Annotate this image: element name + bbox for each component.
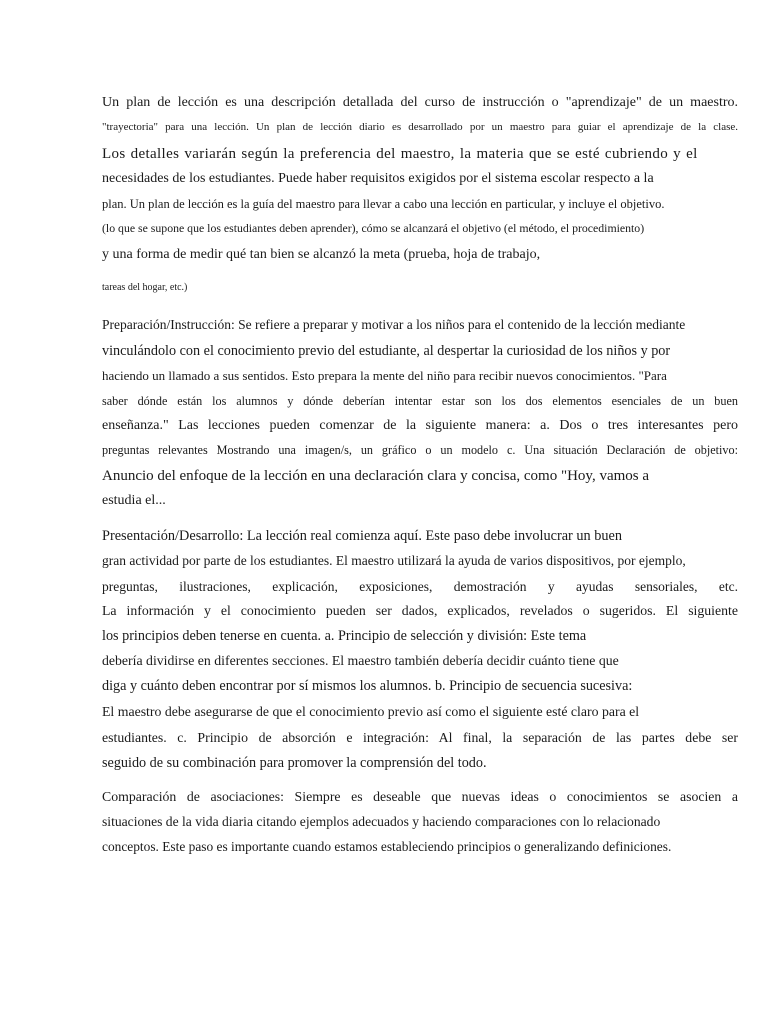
text-line: necesidades de los estudiantes. Puede haber requisitos exigidos por el sistema escolar respecto a la [102,171,654,186]
text-line: estudia el... [102,493,166,508]
text-line: saber dónde están los alumnos y dónde deberían intentar estar son los dos elementos esenciales de un buen [102,394,738,408]
text-line: vinculándolo con el conocimiento previo del estudiante, al despertar la curiosidad de los niños y por [102,343,671,359]
text-line: gran actividad por parte de los estudiantes. El maestro utilizará la ayuda de varios dispositivos, por ejemplo, [102,553,686,568]
text-line: El maestro debe asegurarse de que el conocimiento previo así como el siguiente esté claro para el [102,704,640,719]
text-line: (lo que se supone que los estudiantes deben aprender), cómo se alcanzará el objetivo (el método, el procedimiento) [102,221,645,235]
text-line: haciendo un llamado a sus sentidos. Esto prepara la mente del niño para recibir nuevos conocimientos. "Para [102,368,667,383]
text-line: situaciones de la vida diaria citando ejemplos adecuados y haciendo comparaciones con lo relacionado [102,814,661,829]
text-line: enseñanza." Las lecciones pueden comenzar de la siguiente manera: a. Dos o tres interesantes pero [102,418,738,433]
text-line: "trayectoria" para una lección. Un plan de lección diario es desarrollado por un maestro para guiar el aprendizaje de la clase. [102,121,738,133]
text-line: seguido de su combinación para promover la comprensión del todo. [102,755,487,771]
text-line: estudiantes. c. Principio de absorción e integración: Al final, la separación de las partes debe ser [102,730,738,745]
text-line: preguntas relevantes Mostrando una imagen/s, un gráfico o un modelo c. Una situación Declaración de objetivo: [102,443,738,457]
text-line: Anuncio del enfoque de la lección en una declaración clara y concisa, como "Hoy, vamos a [102,468,650,484]
text-line: tareas del hogar, etc.) [102,282,188,293]
text-line: diga y cuánto deben encontrar por sí mismos los alumnos. b. Principio de secuencia sucesiva: [102,678,633,694]
text-line: La información y el conocimiento pueden ser dados, explicados, revelados o sugeridos. El siguiente [102,603,738,618]
text-line: los principios deben tenerse en cuenta. a. Principio de selección y división: Este tema [102,628,587,644]
text-line: y una forma de medir qué tan bien se alcanzó la meta (prueba, hoja de trabajo, [102,247,541,262]
text-line: Presentación/Desarrollo: La lección real comienza aquí. Este paso debe involucrar un buen [102,528,623,544]
text-line: preguntas, ilustraciones, explicación, exposiciones, demostración y ayudas sensoriales, etc. [102,579,738,594]
text-line: Preparación/Instrucción: Se refiere a preparar y motivar a los niños para el contenido de la lección mediante [102,317,686,332]
text-line: conceptos. Este paso es importante cuando estamos estableciendo principios o generalizando definiciones. [102,839,672,854]
text-line: Comparación de asociaciones: Siempre es deseable que nuevas ideas o conocimientos se asocien a [102,789,738,804]
text-line: Los detalles variarán según la preferencia del maestro, la materia que se esté cubriendo y el [102,146,698,162]
text-line: debería dividirse en diferentes secciones. El maestro también debería decidir cuánto tiene que [102,653,619,668]
text-line: plan. Un plan de lección es la guía del maestro para llevar a cabo una lección en particular, y incluye el objetivo. [102,197,665,211]
text-line: Un plan de lección es una descripción detallada del curso de instrucción o "aprendizaje" de un maestro. [102,95,738,110]
